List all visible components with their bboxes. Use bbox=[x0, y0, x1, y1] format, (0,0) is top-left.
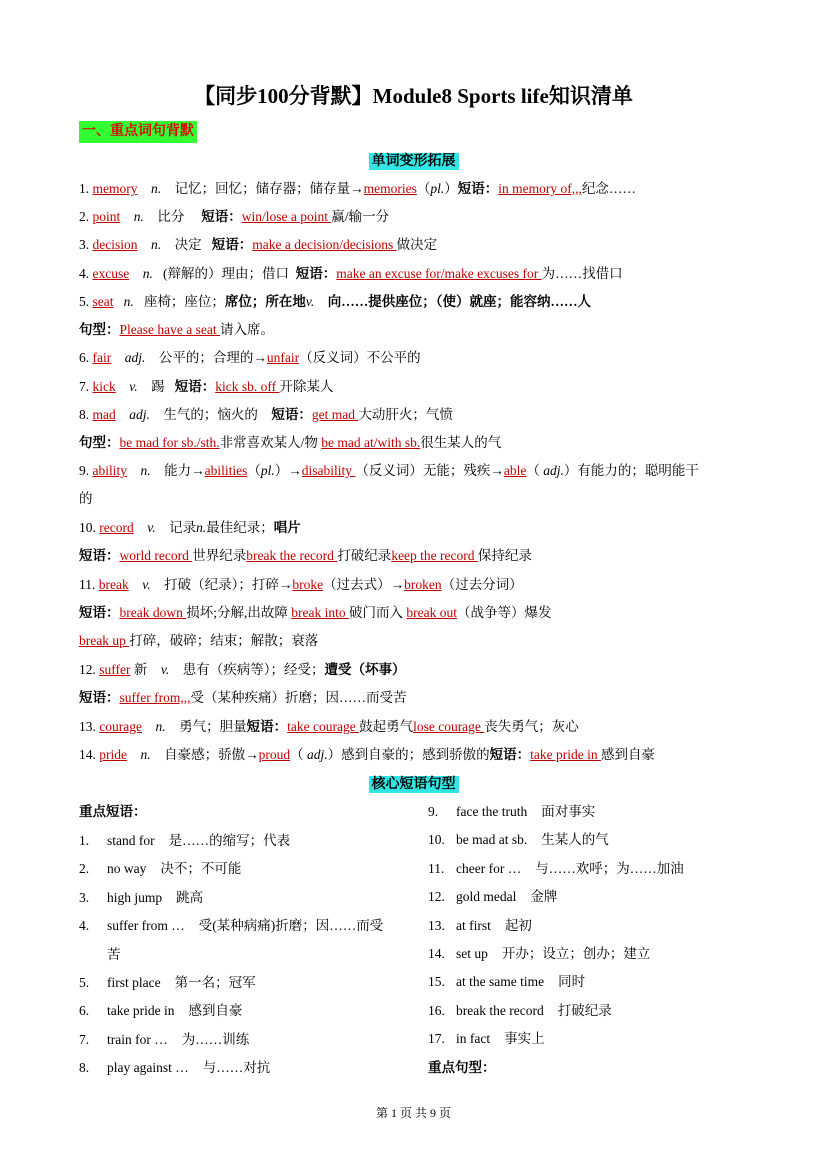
entry-3: 3. decision n. 决定 短语：make a decision/decisions 做决定 bbox=[79, 237, 438, 252]
entry-5-sentence: 句型：Please have a seat 请入席。 bbox=[79, 322, 274, 337]
phrase-chinese: 与……欢呼；为……加油 bbox=[535, 860, 684, 876]
phrase-chinese: 生某人的气 bbox=[541, 832, 609, 848]
phrase-chinese: 打破纪录 bbox=[557, 1002, 612, 1018]
phrase-english: high jump bbox=[107, 889, 163, 905]
phrase-number: 10. bbox=[428, 832, 445, 848]
phrase-number: 7. bbox=[79, 1031, 90, 1047]
entry-10-phrases: 短语：world record 世界纪录break the record 打破纪录keep the record 保持纪录 bbox=[79, 548, 532, 563]
phrase-english: 苦 bbox=[107, 946, 121, 962]
entry-2: 2. point n. 比分 短语：win/lose a point 赢/输一分 bbox=[79, 209, 390, 224]
entry-4: 4. excuse n. (辩解的）理由；借口 短语：make an excuse for/make excuses for 为……找借口 bbox=[79, 266, 623, 281]
phrase-number: 3. bbox=[79, 889, 90, 905]
entry-12-phrases: 短语：suffer from,,,受（某种疾痛）折磨；因……而受苦 bbox=[79, 690, 407, 705]
phrase-chinese: 事实上 bbox=[504, 1031, 545, 1047]
phrase-chinese: 同时 bbox=[558, 974, 586, 990]
phrase-chinese: 为……训练 bbox=[181, 1031, 250, 1047]
page-footer: 第 1 页 共 9 页 bbox=[375, 1106, 451, 1120]
phrase-english: at first bbox=[456, 917, 491, 933]
phrase-number: 16. bbox=[428, 1002, 445, 1018]
phrase-chinese: 受(某种病痛)折磨；因……而受 bbox=[198, 918, 384, 934]
phrase-item bbox=[79, 888, 203, 908]
phrase-number: 17. bbox=[428, 1031, 445, 1047]
phrase-item bbox=[79, 831, 290, 851]
phrase-chinese: 跳高 bbox=[176, 889, 204, 905]
phrase-english: break the record bbox=[456, 1002, 544, 1018]
phrase-english: set up bbox=[456, 946, 488, 961]
phrase-english: play against … bbox=[107, 1060, 189, 1076]
phrase-english: stand for bbox=[107, 833, 155, 848]
phrase-english: at the same time bbox=[456, 974, 545, 990]
phrase-english: in fact bbox=[456, 1031, 491, 1047]
phrase-number: 1. bbox=[79, 833, 90, 848]
entry-13: 13. courage n. 勇气；胆量短语：take courage 鼓起勇气lose courage 丧失勇气；灰心 bbox=[79, 719, 579, 734]
phrase-english: cheer for … bbox=[456, 860, 522, 876]
page-title: 【同步100分背默】Module8 Sports life知识清单 bbox=[194, 84, 633, 108]
phrase-item bbox=[79, 1001, 242, 1021]
phrase-number: 6. bbox=[79, 1003, 90, 1019]
phrase-chinese: 金牌 bbox=[530, 889, 558, 905]
phrase-item bbox=[79, 1030, 249, 1050]
entry-10: 10. record v. 记录n.最佳纪录；唱片 bbox=[79, 520, 301, 535]
entry-5: 5. seat n. 座椅；座位；席位；所在地v. 向……提供座位；（使）就座；能容纳……人 bbox=[79, 294, 591, 309]
phrase-chinese: 起初 bbox=[504, 917, 532, 933]
entry-7: 7. kick v. 踢 短语：kick sb. off 开除某人 bbox=[79, 379, 334, 394]
phrase-english: first place bbox=[107, 975, 161, 990]
phrase-item bbox=[79, 973, 256, 993]
phrase-item bbox=[79, 859, 241, 879]
entry-11: 11. break v. 打破（纪录）；打碎→broke（过去式）→broken（过去分词） bbox=[79, 577, 523, 592]
phrase-chinese: 感到自豪 bbox=[188, 1003, 243, 1019]
phrase-english: take pride in bbox=[107, 1003, 175, 1019]
phrase-chinese: 面对事实 bbox=[541, 804, 596, 819]
phrase-number: 9. bbox=[428, 804, 439, 819]
phrase-item bbox=[428, 972, 585, 992]
phrase-item bbox=[79, 945, 135, 965]
phrases-title: 重点短语： bbox=[79, 804, 147, 819]
phrase-chinese: 决不；不可能 bbox=[160, 861, 242, 877]
phrase-item bbox=[428, 944, 650, 964]
subheading-phrases: 核心短语句型 bbox=[0, 773, 827, 793]
phrase-number: 2. bbox=[79, 861, 90, 877]
phrase-item bbox=[428, 887, 557, 907]
phrase-number: 12. bbox=[428, 889, 445, 905]
phrase-item bbox=[428, 802, 595, 822]
entry-11-phrases-2: break up 打碎，破碎；结束；解散；衰落 bbox=[79, 633, 319, 648]
subheading-word-forms: 单词变形拓展 bbox=[0, 150, 827, 170]
entry-9-cont: 的 bbox=[79, 491, 93, 506]
entry-12: 12. suffer 新 v. 患有（疾病等）；经受；遭受（坏事） bbox=[79, 662, 406, 677]
phrase-english: face the truth bbox=[456, 804, 528, 819]
phrase-number: 8. bbox=[79, 1060, 90, 1076]
entry-1: 1. memory n. 记忆；回忆；储存器；储存量→memories（pl.）短语：in memory of,,,纪念…… bbox=[79, 181, 636, 196]
phrase-english: gold medal bbox=[456, 889, 517, 905]
phrase-english: no way bbox=[107, 861, 147, 877]
phrase-item bbox=[428, 859, 684, 879]
phrase-english: be mad at sb. bbox=[456, 832, 528, 848]
phrase-english: train for … bbox=[107, 1031, 168, 1047]
phrase-item bbox=[428, 1001, 612, 1021]
phrase-item bbox=[428, 830, 609, 850]
phrase-number: 15. bbox=[428, 974, 445, 990]
phrase-chinese: 是……的缩写；代表 bbox=[168, 833, 291, 848]
phrase-chinese: 第一名；冠军 bbox=[174, 975, 256, 990]
entry-6: 6. fair adj. 公平的；合理的→unfair（反义词）不公平的 bbox=[79, 350, 421, 365]
phrase-english: suffer from … bbox=[107, 918, 185, 934]
phrase-number: 13. bbox=[428, 917, 445, 933]
entry-8: 8. mad adj. 生气的；恼火的 短语：get mad 大动肝火；气愤 bbox=[79, 407, 453, 422]
phrase-number: 14. bbox=[428, 946, 445, 961]
entry-8-sentence: 句型：be mad for sb./sth.非常喜欢某人/物 be mad at/with sb.很生某人的气 bbox=[79, 435, 502, 450]
section-heading: 一、重点词句背默 bbox=[79, 121, 197, 143]
sentences-title: 重点句型： bbox=[428, 1060, 496, 1075]
phrase-item bbox=[428, 916, 532, 936]
entry-9: 9. ability n. 能力→abilities（pl.）→disability （反义词）无能；残疾→able（ adj.）有能力的；聪明能干 bbox=[79, 463, 699, 478]
phrase-item bbox=[79, 1058, 270, 1078]
phrase-number: 4. bbox=[79, 918, 90, 934]
phrase-chinese: 开办；设立；创办；建立 bbox=[501, 946, 651, 961]
phrase-item bbox=[428, 1029, 545, 1049]
phrase-number: 11. bbox=[428, 860, 445, 876]
phrase-number: 5. bbox=[79, 975, 90, 990]
entry-11-phrases: 短语：break down 损坏;分解,出故障 break into 破门而入 break out（战争等）爆发 bbox=[79, 605, 552, 620]
phrase-item bbox=[79, 916, 383, 936]
phrase-chinese: 与……对抗 bbox=[202, 1060, 271, 1076]
entry-14: 14. pride n. 自豪感；骄傲→proud（ adj.）感到自豪的；感到骄傲的短语：take pride in 感到自豪 bbox=[79, 747, 655, 762]
